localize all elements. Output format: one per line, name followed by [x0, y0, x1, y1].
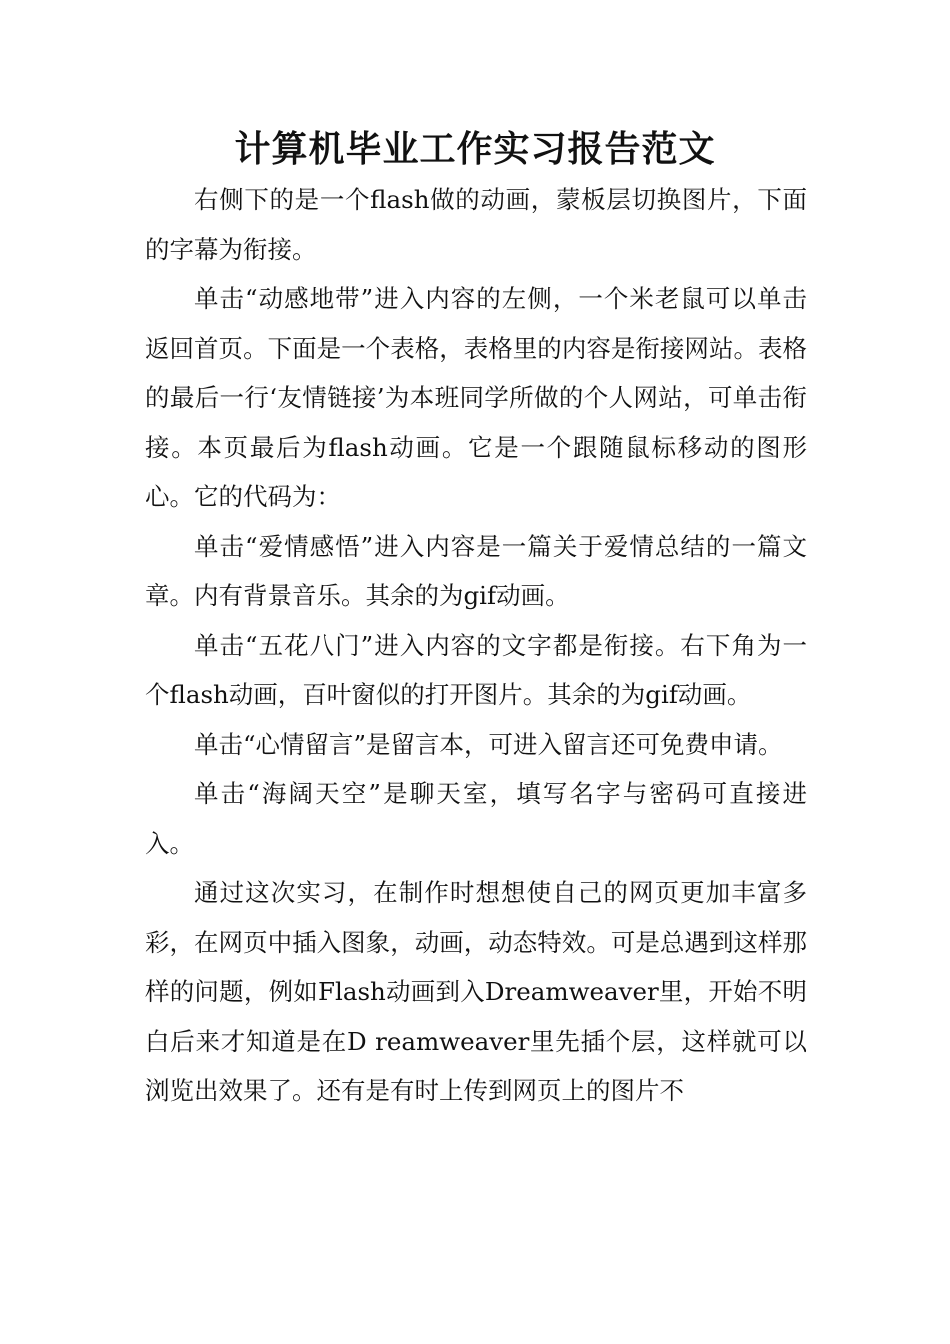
paragraph: 单击“五花八门”进入内容的文字都是衔接。右下角为一个flash动画，百叶窗似的打开图片。其余的为gif动画。: [145, 630, 807, 709]
paragraph: 单击“爱情感悟”进入内容是一篇关于爱情总结的一篇文章。内有背景音乐。其余的为gif动画。: [145, 531, 807, 610]
paragraph: 通过这次实习，在制作时想想使自己的网页更加丰富多彩，在网页中插入图象，动画，动态特效。可是总遇到这样那样的问题，例如Flash动画到入Dreamweaver里，开始不明白后来才知道是在D reamweaver里先插个层，这样就可以浏览出效果了。还有是有时上传到网页上的图片不: [145, 878, 807, 1105]
document-title: 计算机毕业工作实习报告范文: [234, 129, 716, 170]
paragraph: 单击“心情留言”是留言本，可进入留言还可免费申请。: [194, 729, 783, 759]
paragraph: 单击“海阔天空”是聊天室，填写名字与密码可直接进入。: [145, 779, 807, 858]
paragraph: 单击“动感地带”进入内容的左侧，一个米老鼠可以单击返回首页。下面是一个表格，表格里的内容是衔接网站。表格的最后一行‘友情链接’为本班同学所做的个人网站，可单击衔接。本页最后为flash动画。它是一个跟随鼠标移动的图形心。它的代码为：: [145, 284, 807, 511]
document-body: [145, 175, 807, 1116]
paragraph: 右侧下的是一个flash做的动画，蒙板层切换图片，下面的字幕为衔接。: [145, 185, 807, 264]
